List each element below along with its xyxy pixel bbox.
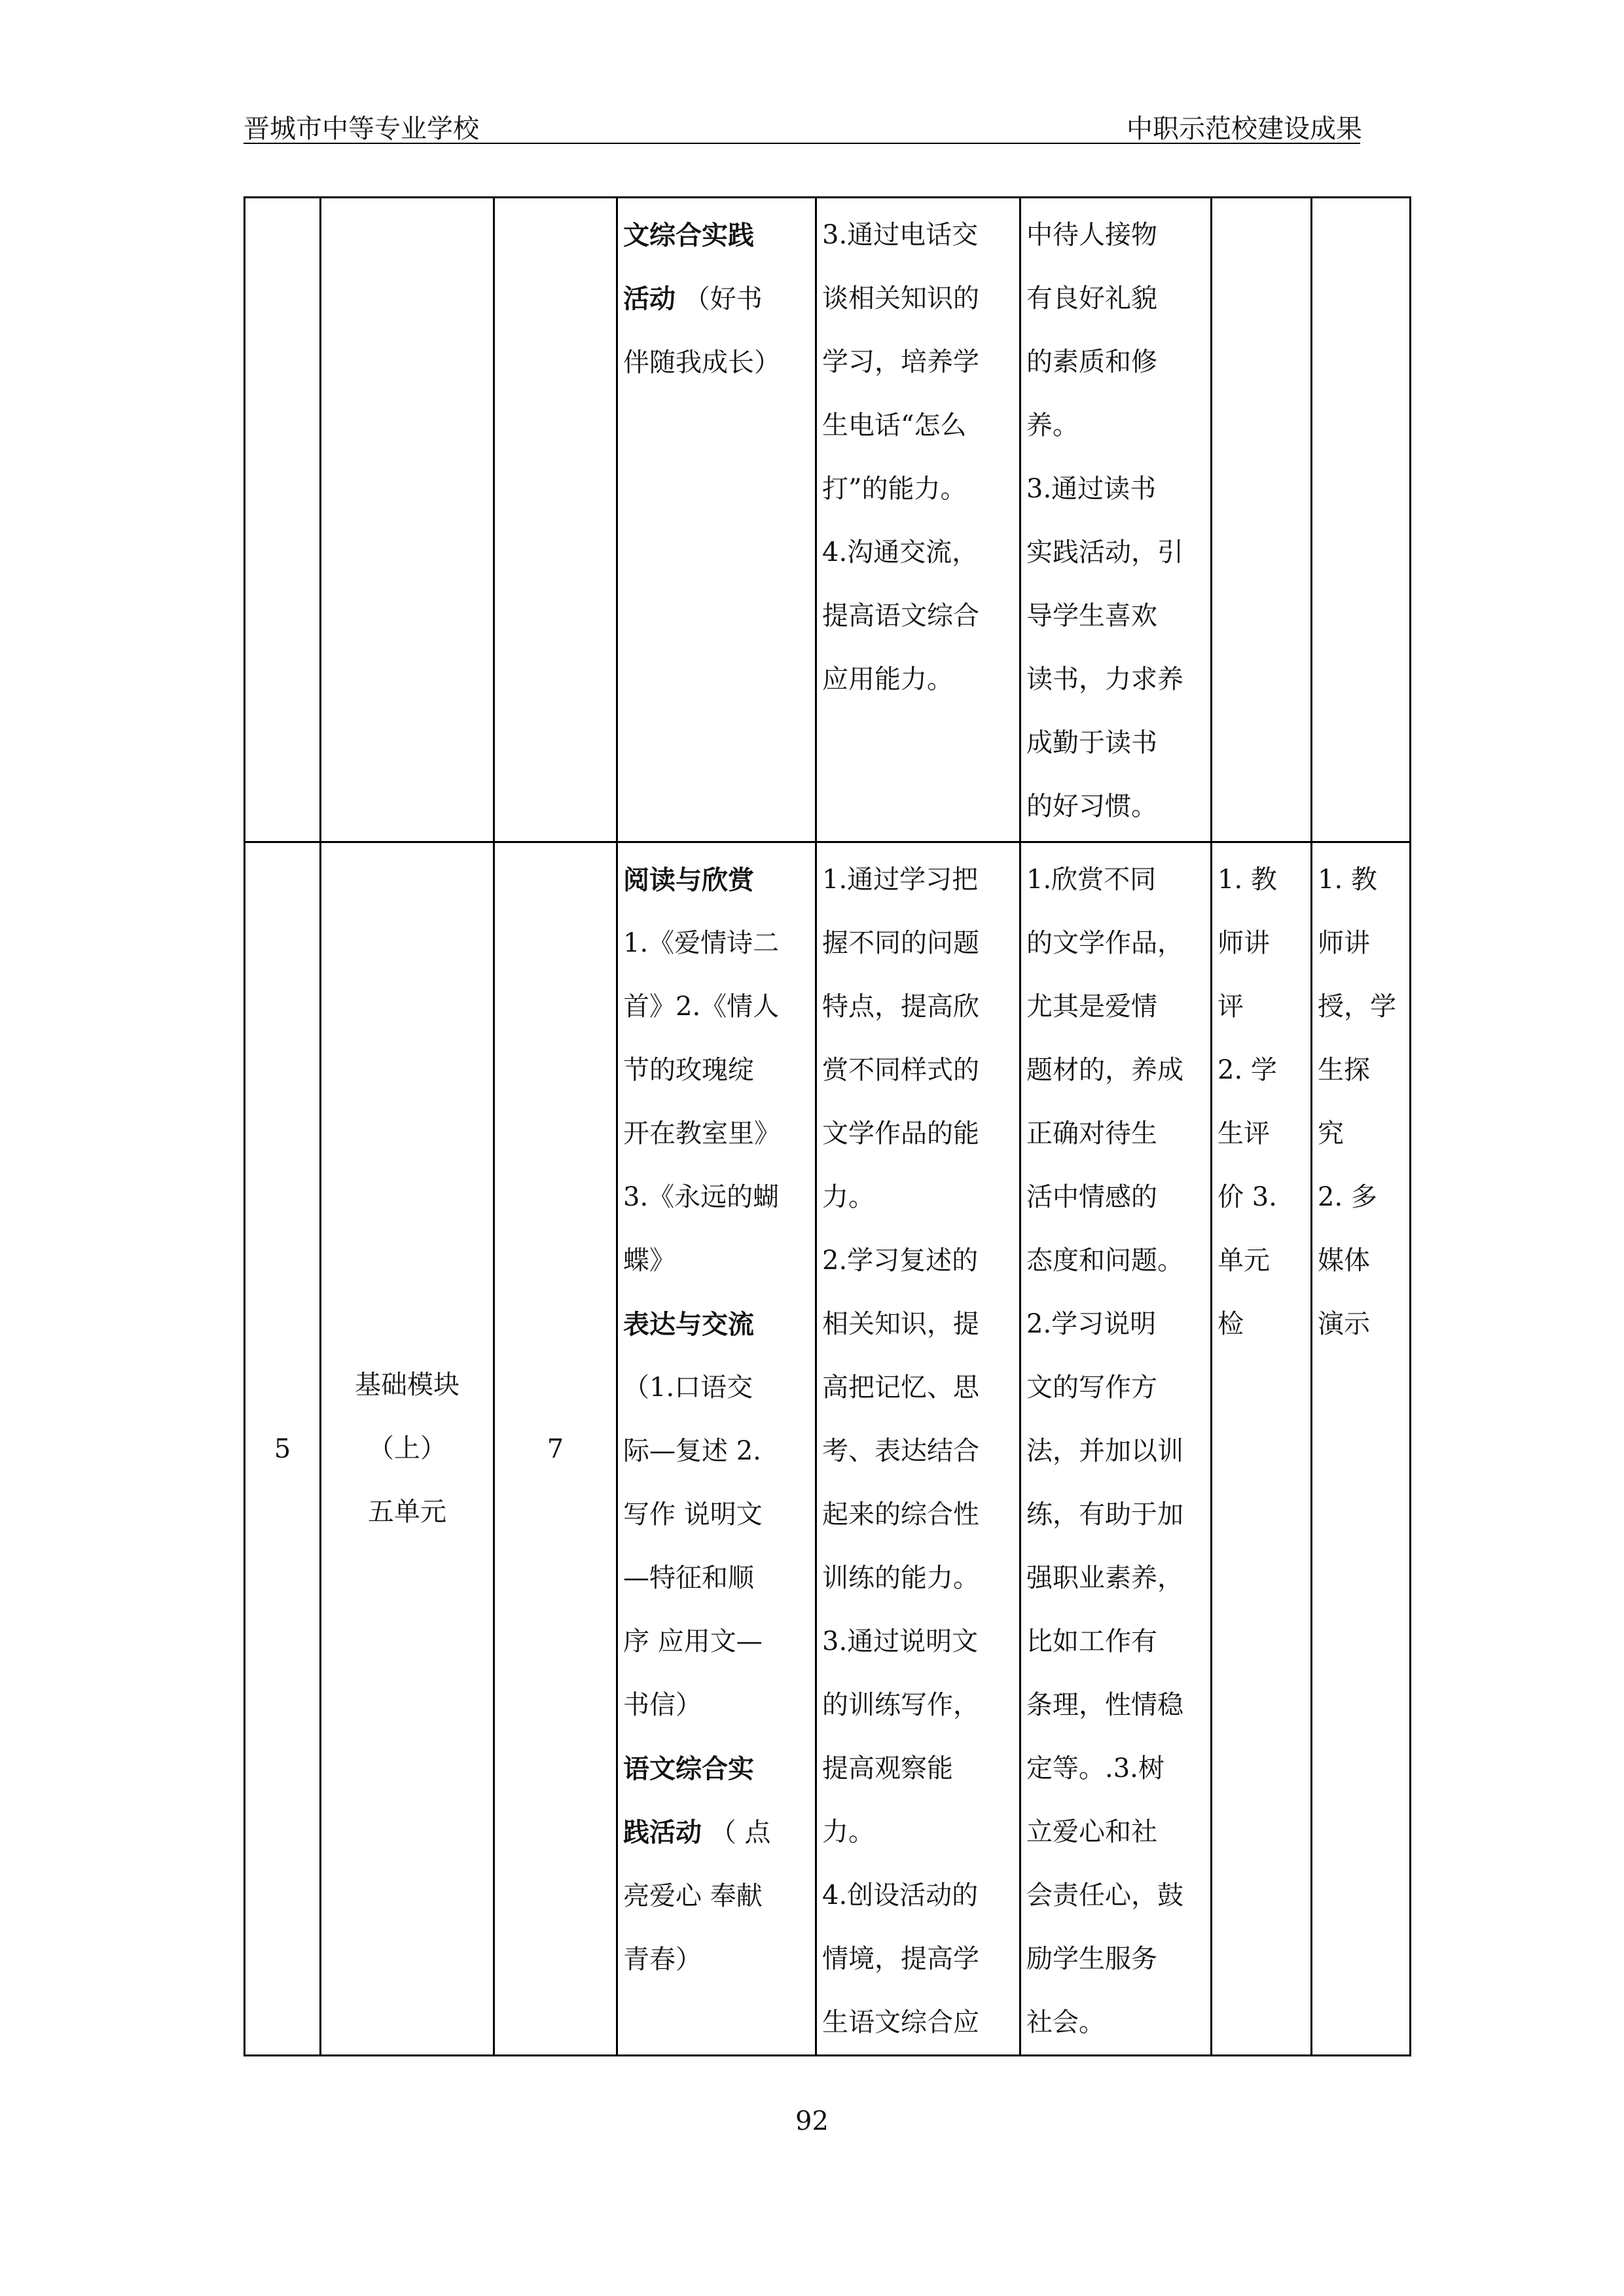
cell-line-group: [623, 267, 810, 331]
cell-line: 授，学: [1318, 992, 1396, 1022]
cell-line: 比如工作有: [1026, 1626, 1157, 1657]
header-school-name: 晋城市中等专业学校: [244, 114, 479, 144]
cell-goals: [816, 842, 1020, 2056]
cell-line: 题材的，养成: [1026, 1055, 1183, 1085]
cell-line: （ 点: [710, 1818, 771, 1848]
cell-quality: [1020, 198, 1212, 842]
cell-line: 生电话“怎么: [822, 410, 967, 440]
cell-line: 生评: [1218, 1119, 1270, 1149]
cell-line: 条理，性情稳: [1026, 1690, 1183, 1720]
curriculum-table: [244, 196, 1411, 2056]
cell-line: 养。: [1026, 410, 1079, 440]
cell-line: （上）: [368, 1433, 446, 1463]
cell-line: 表达与交流: [623, 1309, 754, 1340]
cell-line: 文学作品的能: [822, 1119, 979, 1149]
cell-line: 相关知识，提: [822, 1309, 979, 1339]
cell-hours: 7: [494, 842, 617, 2056]
cell-line: 中待人接物: [1026, 220, 1157, 250]
cell-line: 节的玫瑰绽: [623, 1055, 754, 1085]
cell-goals: [816, 198, 1020, 842]
cell-line: 高把记忆、思: [822, 1372, 979, 1403]
cell-line: 实践活动，引: [1026, 537, 1183, 567]
cell-evaluation: [1212, 842, 1312, 2056]
cell-hours: [494, 198, 617, 842]
cell-line: 励学生服务: [1026, 1944, 1157, 1974]
cell-method: [1312, 842, 1411, 2056]
cell-line: 践活动: [623, 1817, 702, 1848]
cell-line: 应用能力。: [822, 664, 953, 694]
cell-line: 蝶》: [623, 1246, 676, 1276]
cell-line: 书信）: [623, 1690, 702, 1720]
cell-line: 亮爱心 奉献: [623, 1881, 763, 1911]
cell-line: 五单元: [368, 1497, 446, 1527]
cell-line: 评: [1218, 992, 1244, 1022]
cell-line: 学习，培养学: [822, 347, 979, 377]
cell-line: 价 3.: [1218, 1182, 1277, 1212]
cell-line: 起来的综合性: [822, 1499, 979, 1530]
cell-line: 3.通过电话交: [822, 220, 979, 250]
cell-line: 检: [1218, 1309, 1244, 1339]
cell-line: 练，有助于加: [1026, 1499, 1183, 1530]
cell-line: 尤其是爱情: [1026, 992, 1157, 1022]
cell-line: 媒体: [1318, 1246, 1370, 1276]
cell-line: 的素质和修: [1026, 347, 1157, 377]
cell-line: 立爱心和社: [1026, 1817, 1157, 1847]
header-divider: [244, 143, 1360, 144]
cell-line: 导学生喜欢: [1026, 601, 1157, 631]
cell-line: 的文学作品，: [1026, 928, 1183, 958]
cell-line: 定等。.3.树: [1026, 1753, 1164, 1784]
cell-line: 文综合实践: [623, 220, 754, 251]
cell-line: （1.口语交: [623, 1372, 753, 1403]
table-row: [245, 198, 1411, 842]
cell-line: 首》2.《情人: [623, 992, 780, 1022]
cell-line: 师讲: [1218, 928, 1270, 958]
cell-index: 5: [245, 842, 321, 2056]
cell-line: 提高语文综合: [822, 601, 979, 631]
cell-line: 伴随我成长）: [623, 348, 780, 378]
cell-content: [617, 198, 816, 842]
cell-quality: [1020, 842, 1212, 2056]
cell-line: 3.《永远的蝴: [623, 1182, 780, 1212]
cell-line: 写作 说明文: [623, 1499, 763, 1530]
cell-line: 正确对待生: [1026, 1119, 1157, 1149]
cell-line: 阅读与欣赏: [623, 865, 754, 895]
cell-line: 提高观察能: [822, 1753, 953, 1784]
cell-line: 2. 学: [1218, 1055, 1277, 1085]
cell-line: 序 应用文—: [623, 1626, 763, 1657]
cell-line: 青春）: [623, 1945, 702, 1975]
cell-line: 1.欣赏不同: [1026, 865, 1157, 895]
cell-line: 演示: [1318, 1309, 1370, 1339]
cell-line: 考、表达结合: [822, 1436, 979, 1466]
cell-line: 的好习惯。: [1026, 791, 1157, 821]
cell-line: 1. 教: [1318, 865, 1377, 895]
cell-line: 基础模块: [355, 1370, 460, 1400]
cell-index: [245, 198, 321, 842]
cell-line: 3.通过读书: [1026, 474, 1157, 504]
page-number: 92: [795, 2106, 829, 2136]
cell-line: 活中情感的: [1026, 1182, 1157, 1212]
cell-line: 1. 教: [1218, 865, 1277, 895]
cell-line: 2.学习说明: [1026, 1309, 1157, 1339]
cell-line: 握不同的问题: [822, 928, 979, 958]
cell-line: 社会。: [1026, 2007, 1105, 2037]
cell-line: 3.通过说明文: [822, 1626, 979, 1657]
cell-content: [617, 842, 816, 2056]
cell-line: 读书，力求养: [1026, 664, 1183, 694]
cell-line: 语文综合实: [623, 1753, 754, 1784]
cell-line: 4.创设活动的: [822, 1880, 979, 1910]
cell-line: 成勤于读书: [1026, 728, 1157, 758]
cell-line: 打”的能力。: [822, 474, 967, 504]
cell-line: 力。: [822, 1817, 875, 1847]
cell-line: 4.沟通交流，: [822, 537, 979, 567]
cell-line: 训练的能力。: [822, 1563, 979, 1593]
cell-module: [321, 198, 494, 842]
cell-line: 2. 多: [1318, 1182, 1377, 1212]
cell-line: 文的写作方: [1026, 1372, 1157, 1403]
cell-line: 情境，提高学: [822, 1944, 979, 1974]
table-row: [245, 842, 1411, 2056]
cell-line: 生语文综合应: [822, 2007, 979, 2037]
header-section-title: 中职示范校建设成果: [1127, 114, 1362, 144]
cell-line: 活动: [623, 283, 676, 314]
cell-line: 究: [1318, 1119, 1344, 1149]
cell-line: 2.学习复述的: [822, 1246, 979, 1276]
cell-line: 谈相关知识的: [822, 283, 979, 314]
cell-line: 1.通过学习把: [822, 865, 979, 895]
cell-module: [321, 842, 494, 2056]
cell-evaluation: [1212, 198, 1312, 842]
cell-line: 特点，提高欣: [822, 992, 979, 1022]
cell-line: 的训练写作，: [822, 1690, 979, 1720]
cell-method: [1312, 198, 1411, 842]
cell-line: 会责任心，鼓: [1026, 1880, 1183, 1910]
cell-line: 生探: [1318, 1055, 1370, 1085]
cell-line: 态度和问题。: [1026, 1246, 1183, 1276]
cell-line-group: [623, 1801, 810, 1865]
cell-line: 单元: [1218, 1246, 1270, 1276]
cell-line: （好书: [683, 284, 763, 314]
cell-line: 开在教室里》: [623, 1119, 780, 1149]
cell-line: 法，并加以训: [1026, 1436, 1183, 1466]
cell-line: —特征和顺: [623, 1563, 754, 1593]
cell-line: 力。: [822, 1182, 875, 1212]
cell-line: 际—复述 2.: [623, 1436, 761, 1466]
cell-line: 赏不同样式的: [822, 1055, 979, 1085]
cell-line: 师讲: [1318, 928, 1370, 958]
cell-line: 有良好礼貌: [1026, 283, 1157, 314]
cell-line: 强职业素养，: [1026, 1563, 1183, 1593]
cell-line: 1.《爱情诗二: [623, 928, 780, 958]
